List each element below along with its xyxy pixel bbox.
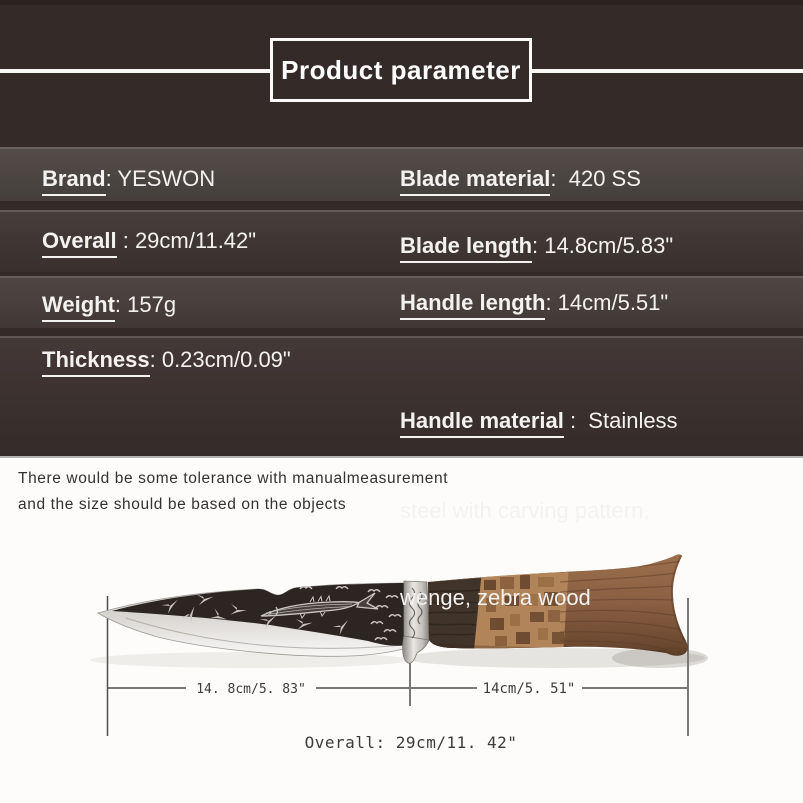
spec-row-brand bbox=[42, 164, 215, 196]
handle-material-line2: steel with carving pattern, bbox=[400, 498, 650, 523]
tolerance-note bbox=[18, 466, 448, 518]
handle-material-line1 bbox=[400, 406, 785, 438]
spec-value-weight: : 157g bbox=[114, 292, 177, 317]
spec-label-blade-length: Blade length bbox=[400, 231, 532, 263]
spec-label-thickness: Thickness bbox=[42, 345, 150, 377]
product-parameter-title-box bbox=[270, 38, 532, 102]
spec-label-overall: Overall bbox=[42, 226, 117, 258]
tolerance-note-line1: There would be some tolerance with manualmeasurement bbox=[18, 470, 449, 487]
handle-material-line3: wenge, zebra wood bbox=[400, 585, 591, 610]
spec-value-brand: : YESWON bbox=[105, 166, 216, 191]
spec-label-weight: Weight bbox=[42, 290, 115, 322]
spec-row-blade-material bbox=[400, 164, 641, 196]
spec-row-weight bbox=[42, 290, 176, 322]
spec-row-thickness bbox=[42, 345, 291, 377]
spec-value-handle-material: : Stainless bbox=[563, 408, 678, 433]
blade-length-dimension-label: 14. 8cm/5. 83" bbox=[196, 682, 306, 697]
spec-label-handle-length: Handle length bbox=[400, 288, 545, 320]
spec-row-handle-length bbox=[400, 288, 668, 320]
blade bbox=[98, 583, 407, 656]
spec-label-handle-material: Handle material bbox=[400, 406, 564, 438]
spec-value-blade-material: : 420 SS bbox=[550, 166, 641, 191]
page-title: Product parameter bbox=[281, 54, 521, 85]
handle-length-dimension-label: 14cm/5. 51" bbox=[482, 681, 576, 697]
tolerance-note-line2: and the size should be based on the objects bbox=[18, 496, 347, 513]
spec-label-brand: Brand bbox=[42, 164, 106, 196]
spec-value-overall: : 29cm/11.42" bbox=[116, 228, 257, 253]
spec-value-thickness: : 0.23cm/0.09" bbox=[149, 347, 291, 372]
spec-value-blade-length: : 14.8cm/5.83" bbox=[532, 233, 674, 258]
overall-length-label: Overall: 29cm/11. 42" bbox=[304, 733, 518, 752]
spec-label-blade-material: Blade material bbox=[400, 164, 550, 196]
spec-value-handle-length: : 14cm/5.51" bbox=[545, 290, 669, 315]
spec-row-blade-length bbox=[400, 231, 673, 263]
spec-row-handle-material bbox=[400, 348, 785, 670]
spec-row-overall bbox=[42, 226, 256, 258]
